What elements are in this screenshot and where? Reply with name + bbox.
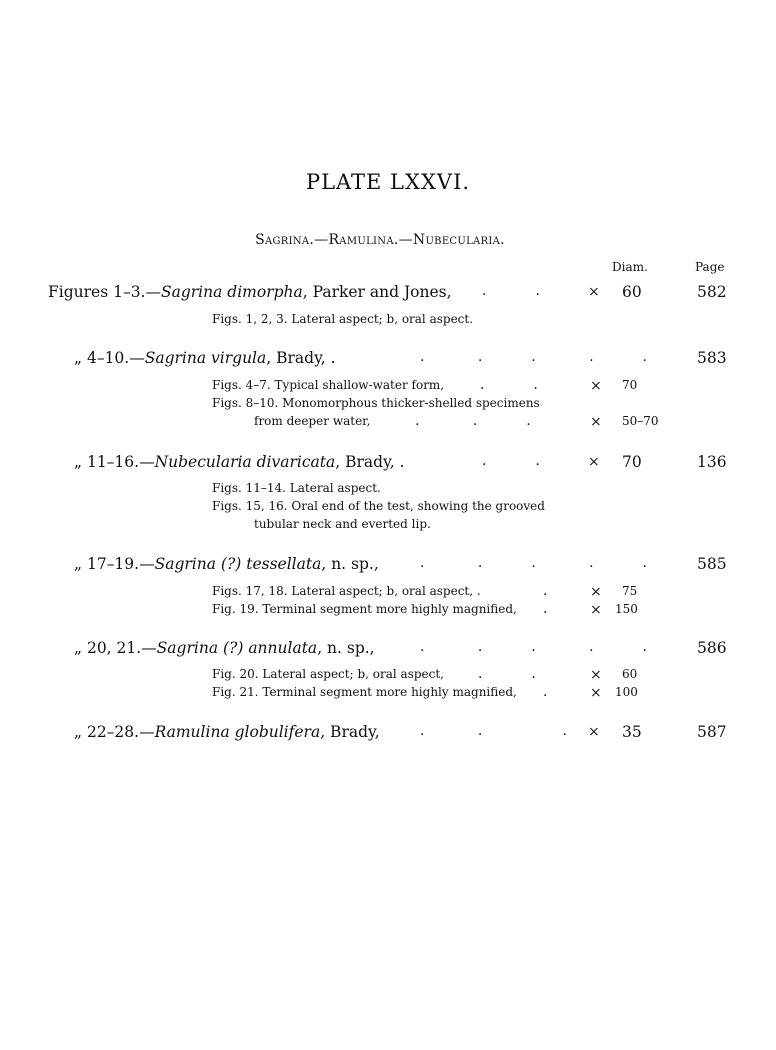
leader-dots: . . . — [415, 413, 531, 429]
magnification-sign: × — [588, 454, 600, 470]
page-number: 586 — [697, 639, 727, 657]
figure-detail: from deeper water, — [254, 414, 371, 428]
plate-title: PLATE LXXVI. — [305, 170, 471, 194]
magnification-sign: × — [590, 685, 602, 701]
diameter-value: 60 — [622, 667, 638, 681]
species-name: Sagrina dimorpha — [160, 283, 303, 301]
entry-heading — [74, 639, 375, 657]
figure-range: „ 20, 21.— — [74, 639, 157, 657]
species-name: Ramulina globulifera — [154, 723, 321, 741]
diameter-value: 70 — [622, 453, 642, 471]
figure-detail: Figs. 15, 16. Oral end of the test, showing the grooved — [212, 499, 545, 513]
figure-detail: Figs. 11–14. Lateral aspect. — [212, 481, 381, 495]
entry-heading — [74, 555, 379, 573]
column-header-diam: Diam. — [612, 260, 648, 274]
page-number: 587 — [697, 723, 727, 741]
species-authority: , Parker and Jones, — [302, 283, 452, 301]
species-name: Sagrina virgula — [144, 349, 267, 367]
diameter-value: 75 — [622, 584, 638, 598]
leader-dots: . . . . . — [420, 349, 647, 365]
leader-dots: . . . . . — [420, 639, 647, 655]
magnification-sign: × — [590, 667, 602, 683]
leader-dots: . . — [482, 453, 540, 469]
figure-range: „ 4–10.— — [74, 349, 145, 367]
species-authority: , Brady, — [320, 723, 380, 741]
entry-heading — [74, 723, 380, 741]
figure-detail: Figs. 4–7. Typical shallow-water form, — [212, 378, 445, 392]
magnification-sign: × — [588, 284, 600, 300]
species-name: Sagrina (?) annulata — [156, 639, 318, 657]
diameter-value: 60 — [622, 283, 642, 301]
entry-heading — [74, 349, 336, 367]
diameter-value: 150 — [615, 602, 638, 616]
figure-detail: Figs. 1, 2, 3. Lateral aspect; b, oral aspect. — [212, 312, 474, 326]
species-authority: , n. sp., — [317, 639, 375, 657]
species-authority: , Brady, . — [335, 453, 405, 471]
figure-range: „ 17–19.— — [74, 555, 155, 573]
entry-heading — [48, 283, 452, 301]
figure-detail: Figs. 8–10. Monomorphous thicker-shelled specimens — [212, 396, 540, 410]
page-number: 136 — [697, 453, 727, 471]
column-header-page: Page — [695, 260, 725, 274]
genera-heading: Sagrina.—Ramulina.—Nubecularia. — [255, 232, 505, 248]
magnification-sign: × — [588, 724, 600, 740]
figure-detail: Figs. 17, 18. Lateral aspect; b, oral aspect, . — [212, 584, 481, 598]
page-number: 585 — [697, 555, 727, 573]
magnification-sign: × — [590, 378, 602, 394]
entry-heading — [74, 453, 405, 471]
figure-range: „ 22–28.— — [74, 723, 155, 741]
diameter-value: 100 — [615, 685, 638, 699]
leader-dots: . — [543, 684, 548, 700]
figure-range: „ 11–16.— — [74, 453, 155, 471]
page-number: 582 — [697, 283, 727, 301]
page-number: 583 — [697, 349, 727, 367]
leader-dots: . . — [482, 283, 540, 299]
magnification-sign: × — [590, 414, 602, 430]
diameter-value: 35 — [622, 723, 642, 741]
leader-dots: . . . . . — [420, 555, 647, 571]
leader-dots: . . — [480, 377, 538, 393]
leader-dots: . — [543, 601, 548, 617]
leader-dots: . . . — [420, 723, 567, 739]
species-name: Nubecularia divaricata — [154, 453, 336, 471]
magnification-sign: × — [590, 584, 602, 600]
species-authority: , n. sp., — [321, 555, 379, 573]
diameter-value: 50–70 — [622, 414, 659, 428]
species-authority: , Brady, . — [266, 349, 336, 367]
figure-detail: tubular neck and everted lip. — [254, 517, 431, 531]
figure-detail: Fig. 20. Lateral aspect; b, oral aspect, — [212, 667, 444, 681]
figure-detail: Fig. 21. Terminal segment more highly magnified, — [212, 685, 517, 699]
magnification-sign: × — [590, 602, 602, 618]
leader-dots: . . — [478, 666, 536, 682]
species-name: Sagrina (?) tessellata — [154, 555, 322, 573]
figure-range: Figures 1–3.— — [48, 283, 161, 301]
figure-detail: Fig. 19. Terminal segment more highly magnified, — [212, 602, 517, 616]
leader-dots: . — [543, 583, 548, 599]
diameter-value: 70 — [622, 378, 638, 392]
